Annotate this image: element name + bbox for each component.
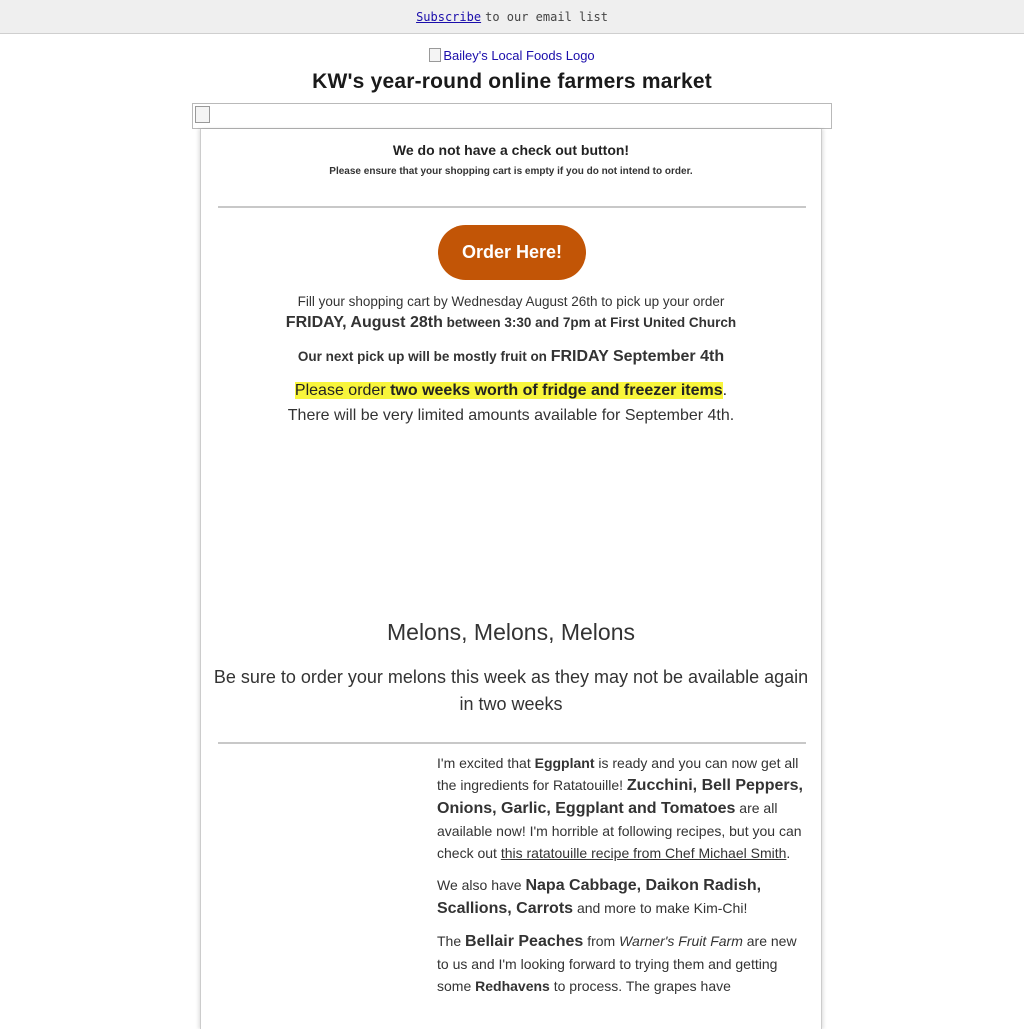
- pickup-date-line: [201, 314, 821, 332]
- order-deadline-text: Fill your shopping cart by Wednesday August 26th to pick up your order: [297, 294, 725, 309]
- ratatouille-recipe-link[interactable]: this ratatouille recipe from Chef Michael Smith: [500, 845, 787, 861]
- order-advice-line: [201, 382, 821, 400]
- article-paragraph: [437, 930, 803, 997]
- article-text: to process. The grapes have: [553, 978, 731, 994]
- next-pickup-line: [201, 348, 821, 366]
- broken-image-icon: [429, 48, 441, 62]
- subscribe-link[interactable]: Subscribe: [416, 9, 482, 24]
- article-text: are new to us and I'm looking forward to trying them and getting some: [437, 933, 797, 994]
- pickup-location: between 3:30 and 7pm at First United Church: [446, 315, 737, 330]
- logo-alt-text: Bailey's Local Foods Logo: [443, 48, 595, 63]
- order-here-button[interactable]: Order Here!: [438, 225, 586, 280]
- divider: [218, 742, 806, 744]
- advice-suffix: .: [722, 382, 728, 399]
- site-logo[interactable]: [0, 48, 1024, 63]
- article-bold: Zucchini, Bell Peppers, Onions, Garlic, Eggplant and Tomatoes: [437, 777, 803, 817]
- article-text: are all available now! I'm horrible at following recipes, but you can check out: [437, 800, 802, 861]
- limited-availability-text: There will be very limited amounts available for September 4th.: [287, 407, 735, 424]
- subscribe-bar: [0, 0, 1024, 34]
- article-bold: Napa Cabbage, Daikon Radish, Scallions, Carrots: [437, 877, 762, 917]
- article-paragraph: [437, 752, 803, 864]
- article-paragraph: [437, 874, 803, 920]
- article-text: .: [786, 845, 791, 861]
- produce-article: [437, 752, 803, 1007]
- main-content: [200, 129, 822, 1029]
- article-text: from: [587, 933, 616, 949]
- article-text: We also have: [437, 877, 522, 893]
- article-bold: Redhavens: [475, 978, 550, 994]
- melons-subtext: Be sure to order your melons this week as they may not be available again in two weeks: [213, 667, 809, 714]
- article-text: The: [437, 933, 462, 949]
- highlighted-advice: [295, 382, 723, 399]
- advice-prefix: Please order: [294, 382, 386, 399]
- banner-image: [192, 103, 832, 129]
- article-text: and more to make Kim-Chi!: [576, 900, 748, 916]
- next-pickup-prefix: Our next pick up will be mostly fruit on: [297, 349, 547, 364]
- divider: [218, 206, 806, 208]
- article-bold: Bellair Peaches: [465, 933, 584, 950]
- checkout-notice-subtext: Please ensure that your shopping cart is empty if you do not intend to order.: [329, 166, 693, 177]
- broken-image-icon: [195, 106, 210, 123]
- checkout-notice-heading: We do not have a check out button!: [392, 142, 630, 158]
- subscribe-text: to our email list: [485, 9, 608, 24]
- site-title: KW's year-round online farmers market: [312, 70, 712, 93]
- melons-heading: Melons, Melons, Melons: [387, 619, 635, 645]
- article-text: I'm excited that: [437, 755, 531, 771]
- advice-bold: two weeks worth of fridge and freezer items: [390, 382, 723, 399]
- pickup-date: FRIDAY, August 28th: [285, 314, 443, 331]
- article-bold: Eggplant: [534, 755, 595, 771]
- next-pickup-date: FRIDAY September 4th: [550, 348, 725, 365]
- article-text: is ready and you can now get all the ingredients for Ratatouille!: [437, 755, 799, 793]
- article-italic: Warner's Fruit Farm: [619, 933, 743, 949]
